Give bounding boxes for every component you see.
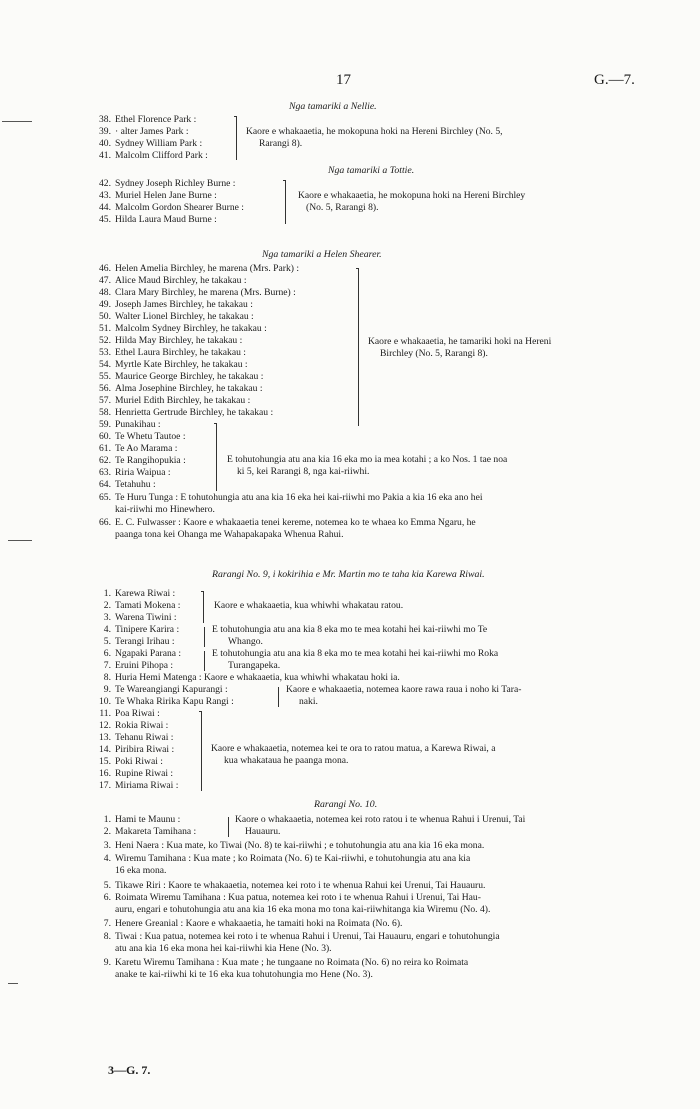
list-item: 3. Warena Tiwini : <box>103 612 177 623</box>
entry-note: E tohutohungia atu ana kia 8 eka mo te mea kotahi hei kai-riiwhi mo Te <box>212 624 488 635</box>
entry-note: Turangapeka. <box>228 660 281 671</box>
document-reference: G.—7. <box>594 72 635 88</box>
list-item: 66. E. C. Fulwasser : Kaore e whakaaetia tenei kereme, notemea ko te whaea ko Emma Ngaru, he <box>99 517 476 528</box>
brace <box>204 651 205 671</box>
entry-note: Kaore e whakaaetia, notemea kei te ora to ratou matua, a Karewa Riwai, a <box>211 743 496 754</box>
list-item: 59. Punakihau : <box>99 419 161 430</box>
brace <box>204 627 205 647</box>
entry-note: Kaore e whakaaetia, he mokopuna hoki na Hereni Birchley <box>298 190 526 201</box>
entry-note: Rarangi 8). <box>259 138 303 149</box>
list-item: 64. Tetahuhu : <box>99 479 156 490</box>
list-item: 8. Huria Hemi Matenga : Kaore e whakaaetia, kua whiwhi whakatau hoki ia. <box>103 672 400 683</box>
list-item: 4. Wiremu Tamihana : Kua mate ; ko Roimata (No. 6) te Kai-riiwhi, e tohutohungia atu ana kia <box>103 853 471 864</box>
entry-note: kua whakatauа he paanga mona. <box>224 755 349 766</box>
entry-note: (No. 5, Rarangi 8). <box>306 202 379 213</box>
list-item: 62. Te Rangihopukia : <box>99 455 186 466</box>
entry-note: E tohutohungia atu ana kia 16 eka mo ia mea kotahi ; a ko Nos. 1 tae noa <box>227 454 508 465</box>
list-item: 60. Te Whetu Tautoe : <box>99 431 186 442</box>
section-heading: Nga tamariki a Nellie. <box>289 101 377 112</box>
list-item: 46. Helen Amelia Birchley, he marena (Mrs. Park) : <box>99 263 299 274</box>
list-item: 65. Te Huru Tunga : E tohutohungia atu ana kia 16 eka hei kai-riiwhi mo Pakia a kia 16 eka ano hei <box>99 492 483 503</box>
list-item: 45. Hilda Laura Maud Burne : <box>99 214 217 225</box>
brace <box>278 687 279 707</box>
list-item: 58. Henrietta Gertrude Birchley, he takakau : <box>99 407 274 418</box>
list-item: 10. Te Whaka Ririka Kapu Rangi : <box>99 696 234 707</box>
list-item: 9. Te Wareangiangi Kapurangi : <box>103 684 228 695</box>
list-item: 5. Tikawe Riri : Kaore te whakaaetia, notemea kei roto i te whenua Rahui kei Urenui, Tai Hauauru. <box>103 880 486 891</box>
list-item: 57. Muriel Edith Birchley, he takakau : <box>99 395 251 406</box>
list-item: 41. Malcolm Clifford Park : <box>99 150 208 161</box>
list-item: 63. Riria Waipua : <box>99 467 171 478</box>
list-item: 17. Miriama Riwai : <box>99 780 179 791</box>
entry-note: E tohutohungia atu ana kia 8 eka mo te mea kotahi hei kai-riiwhi mo Roka <box>212 648 499 659</box>
section-heading: Nga tamariki a Tottie. <box>328 165 415 176</box>
list-item-continuation: auru, engari e tohutohungia atu ana kia 16 eka mona mo tona kai-riiwhitanga kia Wiremu (No. 4). <box>115 904 491 915</box>
list-item: 40. Sydney William Park : <box>99 138 203 149</box>
list-item: 13. Tehanu Riwai : <box>99 732 174 743</box>
list-item: 9. Karetu Wiremu Tamihana : Kua mate ; he tungaane no Roimata (No. 6) no reira ko Roimata <box>103 957 469 968</box>
list-item: 15. Poki Riwai : <box>99 756 163 767</box>
list-item: 56. Alma Josephine Birchley, he takakau : <box>99 383 263 394</box>
section-heading: Rarangi No. 9, i kokirihia e Mr. Martin mo te taha kia Karewa Riwai. <box>212 569 485 580</box>
list-item: 39. · alter James Park : <box>99 126 189 137</box>
list-item: 14. Piribira Riwai : <box>99 744 175 755</box>
entry-note: Birchley (No. 5, Rarangi 8). <box>380 348 488 359</box>
brace <box>203 591 204 623</box>
list-item: 44. Malcolm Gordon Shearer Burne : <box>99 202 244 213</box>
list-item: 53. Ethel Laura Birchley, he takakau : <box>99 347 246 358</box>
brace <box>216 423 217 491</box>
brace <box>236 116 237 160</box>
entry-note: ki 5, kei Rarangi 8, nga kai-riiwhi. <box>237 466 370 477</box>
entry-note: Kaore e whakaaetia, kua whiwhi whakatau ratou. <box>214 600 404 611</box>
list-item: 51. Malcolm Sydney Birchley, he takakau : <box>99 323 267 334</box>
list-item-continuation: anake te kai-riiwhi ki te 16 eka kua tohutohungia mo Hene (No. 3). <box>115 969 373 980</box>
list-item: 8. Tiwai : Kua patua, notemea kei roto i te whenua Rahui i Urenui, Tai Hauauru, engari e tohutohungia <box>103 931 500 942</box>
list-item: 49. Joseph James Birchley, he takakau : <box>99 299 253 310</box>
brace <box>228 817 229 837</box>
brace <box>201 711 202 791</box>
list-item: 38. Ethel Florence Park : <box>99 114 197 125</box>
list-item-continuation: atu ana kia 16 eka mona hei kai-riiwhi kia Hene (No. 3). <box>115 943 332 954</box>
entry-note: Kaore e whakaaetia, he tamariki hoki na Hereni <box>368 336 552 347</box>
list-item: 7. Henere Greanial : Kaore e whakaaetia, he tamaiti hoki na Roimata (No. 6). <box>103 918 403 929</box>
margin-mark <box>2 121 32 122</box>
list-item: 6. Ngapaki Parana : <box>103 648 182 659</box>
list-item: 43. Muriel Helen Jane Burne : <box>99 190 217 201</box>
list-item: 6. Roimata Wiremu Tamihana : Kua patua, notemea kei roto i te whenua Rahui i Urenui, Tai Hau- <box>103 892 481 903</box>
list-item: 61. Te Ao Marama : <box>99 443 178 454</box>
page-number: 17 <box>336 72 351 88</box>
entry-note: Kaore e whakaaetia, notemea kaore rawa raua i noho ki Tara- <box>286 684 522 695</box>
list-item-continuation: kai-riiwhi mo Hinewhero. <box>115 504 215 515</box>
entry-note: Kaore e whakaaetia, he mokopuna hoki na Hereni Birchley (No. 5, <box>246 126 503 137</box>
list-item: 12. Rokia Riwai : <box>99 720 169 731</box>
list-item: 11. Poa Riwai : <box>99 708 160 719</box>
list-item: 5. Terangi Irihau : <box>103 636 175 647</box>
list-item: 7. Eruini Pihopa : <box>103 660 174 671</box>
brace <box>358 268 359 426</box>
list-item: 55. Maurice George Birchley, he takakau : <box>99 371 264 382</box>
margin-mark <box>8 983 18 984</box>
list-item: 16. Rupine Riwai : <box>99 768 174 779</box>
list-item: 2. Makareta Tamihana : <box>103 826 197 837</box>
list-item-continuation: 16 eka mona. <box>115 865 167 876</box>
list-item: 47. Alice Maud Birchley, he takakau : <box>99 275 247 286</box>
list-item: 48. Clara Mary Birchley, he marena (Mrs. Burne) : <box>99 287 296 298</box>
list-item-continuation: paanga tona kei Ohanga me Wahapakapaka Whenua Rahui. <box>115 529 344 540</box>
list-item: 1. Hami te Maunu : <box>103 814 181 825</box>
entry-note: naki. <box>299 696 318 707</box>
entry-note: Whango. <box>228 636 263 647</box>
brace <box>285 180 286 224</box>
entry-note: Kaore o whakaaetia, notemea kei roto ratou i te whenua Rahui i Urenui, Tai <box>235 814 526 825</box>
list-item: 54. Myrtle Kate Birchley, he takakau : <box>99 359 248 370</box>
entry-note: Hauauru. <box>245 826 281 837</box>
margin-mark <box>8 540 32 541</box>
list-item: 2. Tamati Mokena : <box>103 600 181 611</box>
section-heading: Rarangi No. 10. <box>314 799 378 810</box>
list-item: 4. Tinipere Karira : <box>103 624 180 635</box>
list-item: 52. Hilda May Birchley, he takakau : <box>99 335 243 346</box>
page-footer: 3—G. 7. <box>108 1063 151 1077</box>
section-heading: Nga tamariki a Helen Shearer. <box>262 249 382 260</box>
list-item: 3. Heni Naera : Kua mate, ko Tiwai (No. 8) te kai-riiwhi ; e tohutohungia atu ana kia 16 eka mona. <box>103 840 485 851</box>
list-item: 42. Sydney Joseph Richley Burne : <box>99 178 236 189</box>
list-item: 50. Walter Lionel Birchley, he takakau : <box>99 311 254 322</box>
list-item: 1. Karewa Riwai : <box>103 588 176 599</box>
